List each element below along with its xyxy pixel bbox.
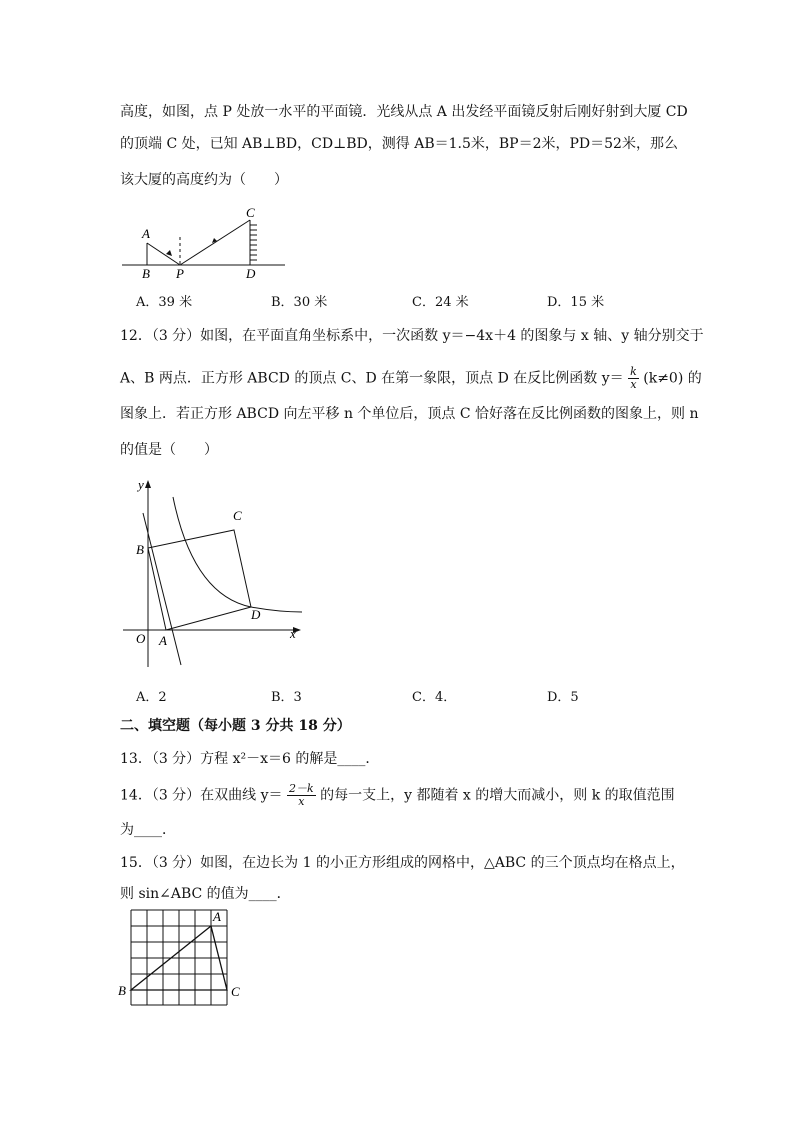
q12-label-A: A bbox=[159, 633, 167, 648]
q11-option-c[interactable]: C．24 米 bbox=[412, 295, 469, 310]
q12-line-2 bbox=[120, 366, 702, 391]
q12-fraction-num: k bbox=[630, 365, 637, 378]
q14-line-1a: 14．（3 分）在双曲线 y＝ bbox=[120, 787, 283, 804]
q14-line-2: 为____． bbox=[120, 822, 176, 838]
q15-grid-diagram bbox=[115, 905, 255, 1015]
q12-label-B: B bbox=[136, 542, 144, 557]
q11-line-3: 该大厦的高度约为（ ） bbox=[120, 172, 288, 188]
q12-option-c[interactable]: C．4． bbox=[412, 690, 457, 705]
q12-label-O: O bbox=[136, 631, 146, 646]
q12-option-d[interactable]: D．5 bbox=[547, 690, 579, 705]
q14-fraction-den: x bbox=[298, 795, 305, 808]
q12-line-4: 的值是（ ） bbox=[120, 442, 218, 458]
q12-option-b[interactable]: B．3 bbox=[271, 690, 302, 705]
q15-label-A: A bbox=[213, 909, 221, 924]
q12-fraction bbox=[628, 366, 639, 391]
q12-line-2b: (k≠0) 的 bbox=[643, 370, 702, 387]
q11-label-P: P bbox=[176, 266, 184, 280]
q12-fraction-den: x bbox=[630, 378, 637, 391]
q11-option-b[interactable]: B．30 米 bbox=[271, 295, 328, 310]
q15-label-B: B bbox=[118, 983, 126, 998]
q12-option-a[interactable]: A．2 bbox=[136, 690, 167, 705]
q12-line-2a: A、B 两点．正方形 ABCD 的顶点 C、D 在第一象限，顶点 D 在反比例函数 y＝ bbox=[120, 370, 624, 387]
q11-mirror-diagram bbox=[120, 205, 290, 280]
q14-fraction-num: 2－k bbox=[288, 782, 314, 795]
q11-line-2: 的顶端 C 处，已知 AB⊥BD，CD⊥BD，测得 AB＝1.5米，BP＝2米，PD＝52米，那么 bbox=[120, 136, 678, 152]
q11-option-d[interactable]: D．15 米 bbox=[547, 295, 605, 310]
q12-label-x: x bbox=[290, 626, 296, 641]
q11-label-D: D bbox=[246, 266, 256, 280]
q13-text: 13．（3 分）方程 x²－x＝6 的解是____． bbox=[120, 751, 380, 767]
q11-label-B: B bbox=[142, 266, 150, 280]
q14-line-1b: 的每一支上，y 都随着 x 的增大而减小，则 k 的取值范围 bbox=[320, 787, 675, 804]
q11-option-a[interactable]: A．39 米 bbox=[136, 295, 193, 310]
section-2-heading: 二、填空题（每小题 3 分共 18 分） bbox=[120, 718, 351, 734]
q14-line-1 bbox=[120, 783, 675, 808]
q12-label-C: C bbox=[233, 508, 242, 523]
q11-label-C: C bbox=[246, 205, 255, 220]
q12-line-3: 图象上．若正方形 ABCD 向左平移 n 个单位后，顶点 C 恰好落在反比例函数的图象上，则 n bbox=[120, 406, 699, 422]
q11-label-A: A bbox=[142, 226, 150, 241]
q11-line-1: 高度，如图，点 P 处放一水平的平面镜．光线从点 A 出发经平面镜反射后刚好射到大厦 CD bbox=[120, 104, 688, 120]
q15-label-C: C bbox=[231, 984, 240, 999]
q12-coordinate-diagram bbox=[118, 475, 318, 675]
q15-line-1: 15．（3 分）如图，在边长为 1 的小正方形组成的网格中，△ABC 的三个顶点均在格点上， bbox=[120, 855, 685, 871]
q14-fraction bbox=[287, 783, 316, 808]
q12-label-y: y bbox=[138, 477, 144, 492]
q15-line-2: 则 sin∠ABC 的值为____． bbox=[120, 886, 291, 902]
q12-line-1: 12．（3 分）如图，在平面直角坐标系中，一次函数 y＝−4x＋4 的图象与 x 轴、y 轴分别交于 bbox=[120, 328, 704, 344]
q12-label-D: D bbox=[251, 607, 261, 622]
